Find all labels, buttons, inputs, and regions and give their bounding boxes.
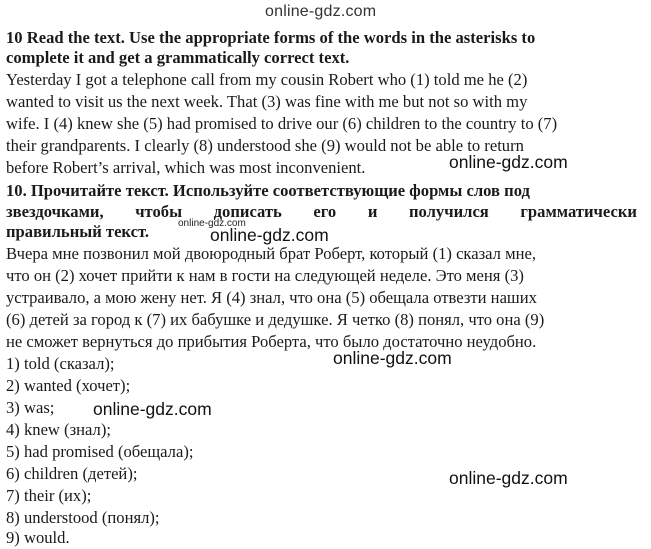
russian-heading-word: чтобы: [135, 202, 183, 221]
answer-item-8: 8) understood (понял);: [6, 508, 160, 527]
russian-heading-word: звездочками,: [6, 202, 104, 221]
watermark-2: online-gdz.com: [210, 225, 329, 245]
russian-heading-word: получился: [408, 202, 489, 221]
watermark-top: online-gdz.com: [265, 3, 377, 20]
russian-heading-word: грамматически: [520, 202, 637, 221]
russian-text-line-2: что он (2) хочет прийти к нам в гости на следующей неделе. Это меня (3): [6, 266, 524, 285]
english-text-line-3: wife. I (4) knew she (5) had promised to drive our (6) children to the country to (7): [6, 114, 558, 133]
english-text-line-2: wanted to visit us the next week. That (3) was fine with me but not so with my: [6, 92, 528, 111]
answer-item-5: 5) had promised (обещала);: [6, 442, 194, 461]
watermark-3: online-gdz.com: [333, 348, 452, 368]
english-heading-line-2: complete it and get a grammatically correct text.: [6, 48, 350, 67]
answer-item-6: 6) children (детей);: [6, 464, 138, 483]
watermark-1: online-gdz.com: [449, 152, 568, 172]
russian-heading-word: его: [313, 202, 337, 221]
watermark-4: online-gdz.com: [93, 399, 212, 419]
russian-heading-word: и: [367, 202, 378, 221]
answer-item-9: 9) would.: [6, 528, 70, 547]
answer-item-4: 4) knew (знал);: [6, 420, 111, 439]
answer-item-2: 2) wanted (хочет);: [6, 376, 131, 395]
watermark-5: online-gdz.com: [449, 468, 568, 488]
russian-heading-line-1: 10. Прочитайте текст. Используйте соответствующие формы слов под: [6, 181, 530, 200]
russian-heading-word: дописать: [213, 202, 282, 221]
answer-item-3: 3) was;: [6, 398, 55, 417]
english-text-line-4: their grandparents. I clearly (8) understood she (9) would not be able to return: [6, 136, 524, 155]
russian-text-line-1: Вчера мне позвонил мой двоюродный брат Роберт, который (1) сказал мне,: [6, 244, 536, 263]
answer-item-1: 1) told (сказал);: [6, 354, 115, 373]
english-text-line-5: before Robert’s arrival, which was most inconvenient.: [6, 158, 366, 177]
russian-heading-line-2: [6, 202, 637, 222]
english-text-line-1: Yesterday I got a telephone call from my cousin Robert who (1) told me he (2): [6, 70, 528, 89]
answer-item-7: 7) their (их);: [6, 486, 92, 505]
english-heading-line-1: 10 Read the text. Use the appropriate forms of the words in the asterisks to: [6, 28, 536, 47]
russian-heading-line-3: правильный текст.: [6, 222, 149, 241]
russian-text-line-3: устраивало, а мою жену нет. Я (4) знал, что она (5) обещала отвезти наших: [6, 288, 537, 307]
watermark-small: online-gdz.com: [178, 218, 246, 229]
russian-text-line-5: не сможет вернуться до прибытия Роберта, что было достаточно неудобно.: [6, 332, 537, 351]
russian-text-line-4: (6) детей за город к (7) их бабушке и дедушке. Я четко (8) понял, что она (9): [6, 310, 545, 329]
